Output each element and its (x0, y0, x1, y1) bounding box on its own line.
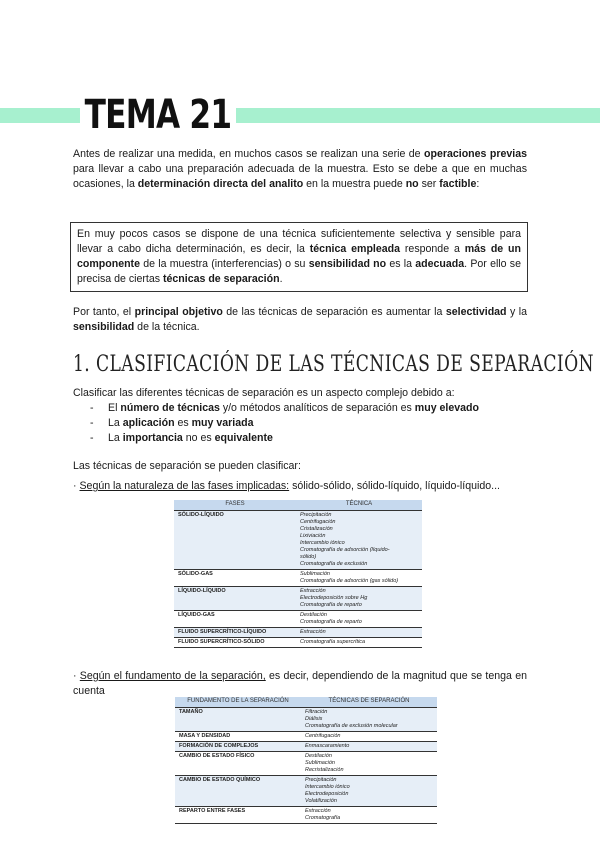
technique-cell (301, 775, 437, 806)
phases-table (174, 500, 422, 648)
phase-cell: LÍQUIDO-GAS (174, 610, 296, 627)
table-row (174, 569, 422, 586)
column-header: FASES (174, 500, 296, 510)
table-header-row (175, 697, 437, 707)
technique-item: Centrifugación (305, 732, 341, 739)
table-row (175, 806, 437, 823)
technique-item: Electrodeposición (305, 790, 349, 797)
table-row (174, 610, 422, 627)
technique-item: Volatilización (305, 797, 337, 804)
technique-cell (296, 586, 422, 610)
phase-cell: FLUIDO SUPERCRÍTICO-SÓLIDO (174, 637, 296, 647)
table-row (175, 775, 437, 806)
phase-cell: FORMACIÓN DE COMPLEJOS (175, 741, 301, 751)
technique-item: Cromatografía de adsorción (líquido- (300, 546, 390, 553)
technique-cell (296, 610, 422, 627)
phase-cell: SÓLIDO-LÍQUIDO (174, 510, 296, 569)
technique-item: Cristalización (300, 525, 333, 532)
technique-item: Centrifugación (300, 518, 336, 525)
phase-cell: SÓLIDO-GAS (174, 569, 296, 586)
technique-item: Extracción (305, 807, 331, 814)
technique-item: Diálisis (305, 715, 323, 722)
technique-item: Cromatografía (305, 814, 341, 821)
technique-item: Cromatografía de exclusión molecular (305, 722, 398, 729)
classify-line: Las técnicas de separación se pueden clasificar: (73, 460, 301, 472)
phase-cell: FLUIDO SUPERCRÍTICO-LÍQUIDO (174, 627, 296, 637)
technique-item: Intercambio iónico (305, 783, 350, 790)
column-header: FUNDAMENTO DE LA SEPARACIÓN (175, 697, 301, 707)
technique-item: Precipitación (300, 511, 332, 518)
intro-paragraph: Antes de realizar una medida, en muchos casos se realizan una serie de operaciones previas para llevar a cabo una preparación adecuada de la muestra. Esto se debe a que en muchas ocasiones, la determinación directa del analito en la muestra puede no ser factible: (73, 148, 527, 190)
classify-intro: Clasificar las diferentes técnicas de separación es un aspecto complejo debido a: (73, 387, 455, 399)
list-item: - El número de técnicas y/o métodos analíticos de separación es muy elevado (90, 402, 479, 414)
table-row (175, 731, 437, 741)
list-item: - La aplicación es muy variada (90, 417, 254, 429)
technique-cell (296, 510, 422, 569)
technique-item: Sublimación (300, 570, 330, 577)
technique-item: Filtración (305, 708, 328, 715)
bullet-list (90, 401, 479, 446)
technique-item: Cromatografía supercrítica (300, 638, 366, 645)
technique-item: Intercambio iónico (300, 539, 345, 546)
technique-item: Enmascaramiento (305, 742, 350, 749)
phase-cell: REPARTO ENTRE FASES (175, 806, 301, 823)
criterion-basis: · Según el fundamento de la separación, es decir, dependiendo de la magnitud que se tenga en cuenta (73, 670, 527, 697)
technique-item: Electrodeposición sobre Hg (300, 594, 368, 601)
phase-cell: CAMBIO DE ESTADO QUÍMICO (175, 775, 301, 806)
table-row (174, 586, 422, 610)
technique-cell (296, 569, 422, 586)
technique-item: Precipitación (305, 776, 337, 783)
phase-cell: MASA Y DENSIDAD (175, 731, 301, 741)
page-title: TEMA 21 (80, 92, 236, 138)
technique-item: Cromatografía de reparto (300, 601, 362, 608)
boxed-note: En muy pocos casos se dispone de una técnica suficientemente selectiva y sensible para llevar a cabo dicha determinación, es decir, la técnica empleada responde a más de un componente de la muestra (interferencias) o su sensibilidad no es la adecuada. Por ello se precisa de ciertas técnicas de separación. (70, 222, 528, 292)
table-row (174, 637, 422, 647)
technique-item: Extracción (300, 628, 326, 635)
table-row (175, 751, 437, 775)
technique-cell (296, 627, 422, 637)
technique-item: Cromatografía de exclusión (300, 560, 368, 567)
technique-item: Cromatografía de reparto (300, 618, 362, 625)
table-row (175, 707, 437, 731)
objective-paragraph: Por tanto, el principal objetivo de las técnicas de separación es aumentar la selectividad y la sensibilidad de la técnica. (73, 306, 527, 333)
technique-cell (301, 741, 437, 751)
phase-cell: CAMBIO DE ESTADO FÍSICO (175, 751, 301, 775)
technique-item: Lixiviación (300, 532, 326, 539)
technique-cell (296, 637, 422, 647)
table-row (175, 741, 437, 751)
list-item: - La importancia no es equivalente (90, 432, 273, 444)
phase-cell: TAMAÑO (175, 707, 301, 731)
column-header: TÉCNICAS DE SEPARACIÓN (301, 697, 437, 707)
basis-table (175, 697, 437, 824)
technique-item: Recristalización (305, 766, 344, 773)
technique-item: Destilación (300, 611, 327, 618)
phase-cell: LÍQUIDO-LÍQUIDO (174, 586, 296, 610)
technique-item: Sublimación (305, 759, 335, 766)
technique-cell (301, 806, 437, 823)
technique-item: Destilación (305, 752, 332, 759)
table-row (174, 627, 422, 637)
technique-item: Extracción (300, 587, 326, 594)
technique-cell (301, 707, 437, 731)
technique-item: sólido) (300, 553, 317, 560)
technique-cell (301, 731, 437, 741)
column-header: TÉCNICA (296, 500, 422, 510)
criterion-nature: · Según la naturaleza de las fases implicadas: sólido-sólido, sólido-líquido, líquido-líquido... (73, 480, 500, 492)
table-header-row (174, 500, 422, 510)
technique-cell (301, 751, 437, 775)
table-row (174, 510, 422, 569)
section-heading: 1. CLASIFICACIÓN DE LAS TÉCNICAS DE SEPARACIÓN (73, 352, 594, 377)
technique-item: Cromatografía de adsorción (gas sólido) (300, 577, 399, 584)
